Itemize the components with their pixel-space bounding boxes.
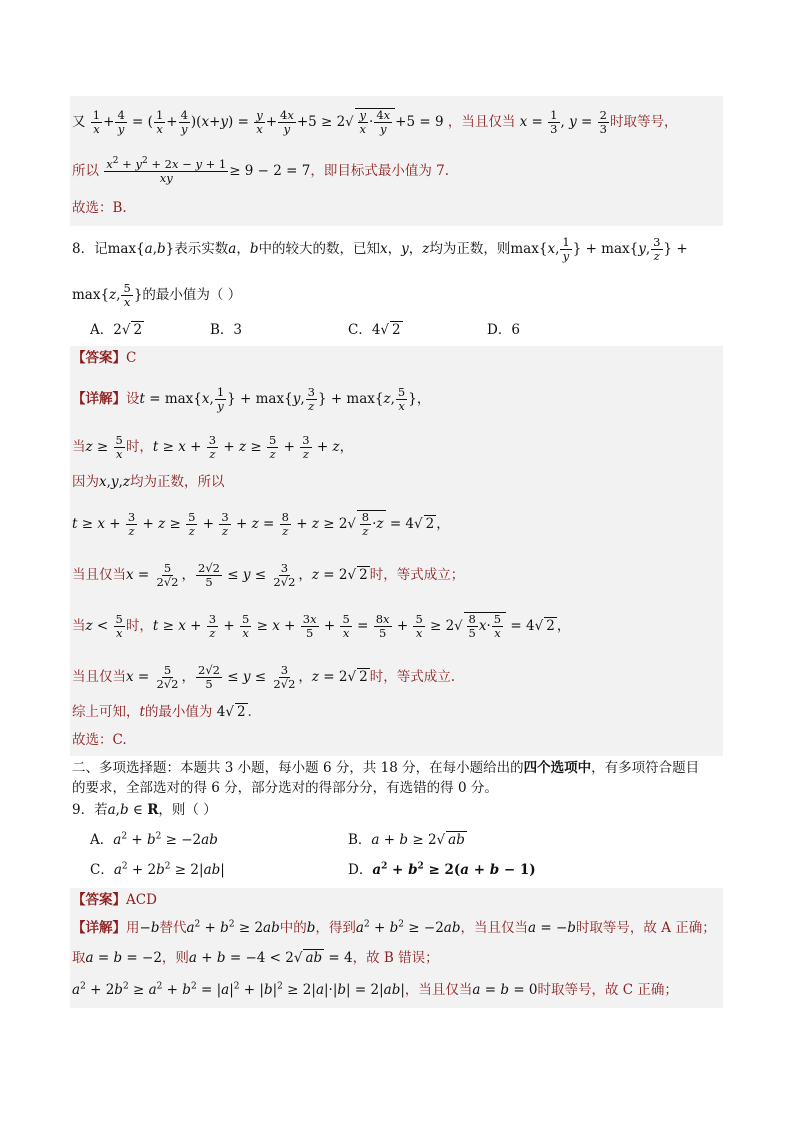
q9-option-b[interactable]: B．a + b ≥ 2√ ab xyxy=(348,832,465,848)
q9-stem: 9．若a,b ∈ R，则（ ） xyxy=(72,802,217,818)
prev-line-2: 所以 $\frac{x^2 + y^2 + 2x - y + 1}{xy}$ ≥ 9 − 2 = 7，即目标式最小值为 7. xyxy=(72,156,450,185)
q8-final: 故选：C. xyxy=(72,732,127,748)
q8-option-a[interactable]: A．2√ 2 xyxy=(90,322,143,338)
q8-option-b[interactable]: B．3 xyxy=(210,322,243,338)
q8-summary: 综上可知，t的最小值为 4√ 2 . xyxy=(72,704,252,720)
q9-option-a[interactable]: A．$a^2 + b^2 \ge -2ab$ xyxy=(90,831,218,848)
q9-option-c[interactable]: C．$a^2 + 2b^2 \ge 2|ab|$ xyxy=(90,861,225,878)
q8-detail-line-4: t ≥ x + $\frac{3}{z}$ + z ≥ $\frac{5}{z}$ + $\frac{3}{z}$ + z = $\frac{8}{z}$ + z ≥ 2√ $\frac{8}{z}$ ·z = 4√ 2 ， xyxy=(72,510,450,538)
q9-answer: 【答案】ACD xyxy=(72,892,157,908)
q8-detail-line-1: 【详解】设t = max{x, $\frac{1}{y}$ } + max{y, $\frac{3}{z}$ } + max{z, $\frac{5}{x}$ }， xyxy=(72,385,431,413)
section2-line-2: 的要求，全部选对的得 6 分，部分选对的得部分分，有选错的得 0 分。 xyxy=(72,780,498,796)
q8-option-c[interactable]: C．4√ 2 xyxy=(348,322,401,338)
q9-detail-line-3: $a^2 + 2b^2 \ge a^2 + b^2 = |a|^2 + |b|^2 \ge 2|a|\cdot|b| = 2|ab|$，当且仅当a = b = 0时取等号，故 C 正确； xyxy=(72,981,678,998)
q8-detail-line-3: 因为x,y,z均为正数，所以 xyxy=(72,474,225,490)
q9-option-d[interactable]: D．$a^2 + b^2 \ge 2(a + b - 1)$ xyxy=(348,861,536,878)
q8-option-d[interactable]: D．6 xyxy=(487,322,520,338)
q8-stem-line-2: max{z, $\frac{5}{x}$ }的最小值为（ ） xyxy=(72,281,242,309)
prev-line-3: 故选：B. xyxy=(72,200,127,216)
q8-detail-line-7: 当且仅当x = $\frac{5}{2√2}$ ， $\frac{2√2}{5}$ ≤ y ≤ $\frac{3}{2√2}$ ，z = 2√ 2 时，等式成立. xyxy=(72,663,455,691)
q8-detail-line-2: 当z ≥ $\frac{5}{x}$ 时，t ≥ x + $\frac{3}{z}$ + z ≥ $\frac{5}{z}$ + $\frac{3}{z}$ + z， xyxy=(72,433,354,461)
prev-line-1: 又 $\frac{1}{x}$ + $\frac{4}{y}$ = ( $\frac{1}{x}$ + $\frac{4}{y}$ )(x+y) = $\frac{y}{x}$ + $\frac{4x}{y}$ +5 ≥ 2√ $\frac{y}{x}$ · $\frac{4x}{y}$ +5 = 9 ，当且仅当 x = $\frac{1}{3}$ , y = $\frac{2}{3}$ 时取等号， xyxy=(72,108,678,136)
q8-stem-line-1: 8．记max{a,b}表示实数a，b中的较大的数，已知x，y，z均为正数，则max{x, $\frac{1}{y}$ } + max{y, $\frac{3}{z}$ } + xyxy=(72,235,688,263)
q8-detail-line-5: 当且仅当x = $\frac{5}{2√2}$ ， $\frac{2√2}{5}$ ≤ y ≤ $\frac{3}{2√2}$ ，z = 2√ 2 时，等式成立； xyxy=(72,561,465,589)
q8-answer: 【答案】C xyxy=(72,350,137,366)
q8-detail-line-6: 当z < $\frac{5}{x}$ 时，t ≥ x + $\frac{3}{z}$ + $\frac{5}{x}$ ≥ x + $\frac{3x}{5}$ + $\frac{5}{x}$ = $\frac{8x}{5}$ + $\frac{5}{x}$ ≥ 2√ $\frac{8}{5}$ x· $\frac{5}{x}$ = 4√ 2 ， xyxy=(72,612,571,640)
q9-detail-line-2: 取a = b = −2，则a + b = −4 < 2√ ab = 4，故 B 错误； xyxy=(72,950,439,966)
q9-detail-line-1: 【详解】用−b替代$a^2 + b^2 \ge 2ab$中的b，得到$a^2 + b^2 \ge -2ab$，当且仅当a = −b时取等号，故 A 正确； xyxy=(72,919,716,936)
section2-line-1: 二、多项选择题：本题共 3 小题，每小题 6 分，共 18 分，在每小题给出的四个选项中，有多项符合题目 xyxy=(72,760,700,776)
